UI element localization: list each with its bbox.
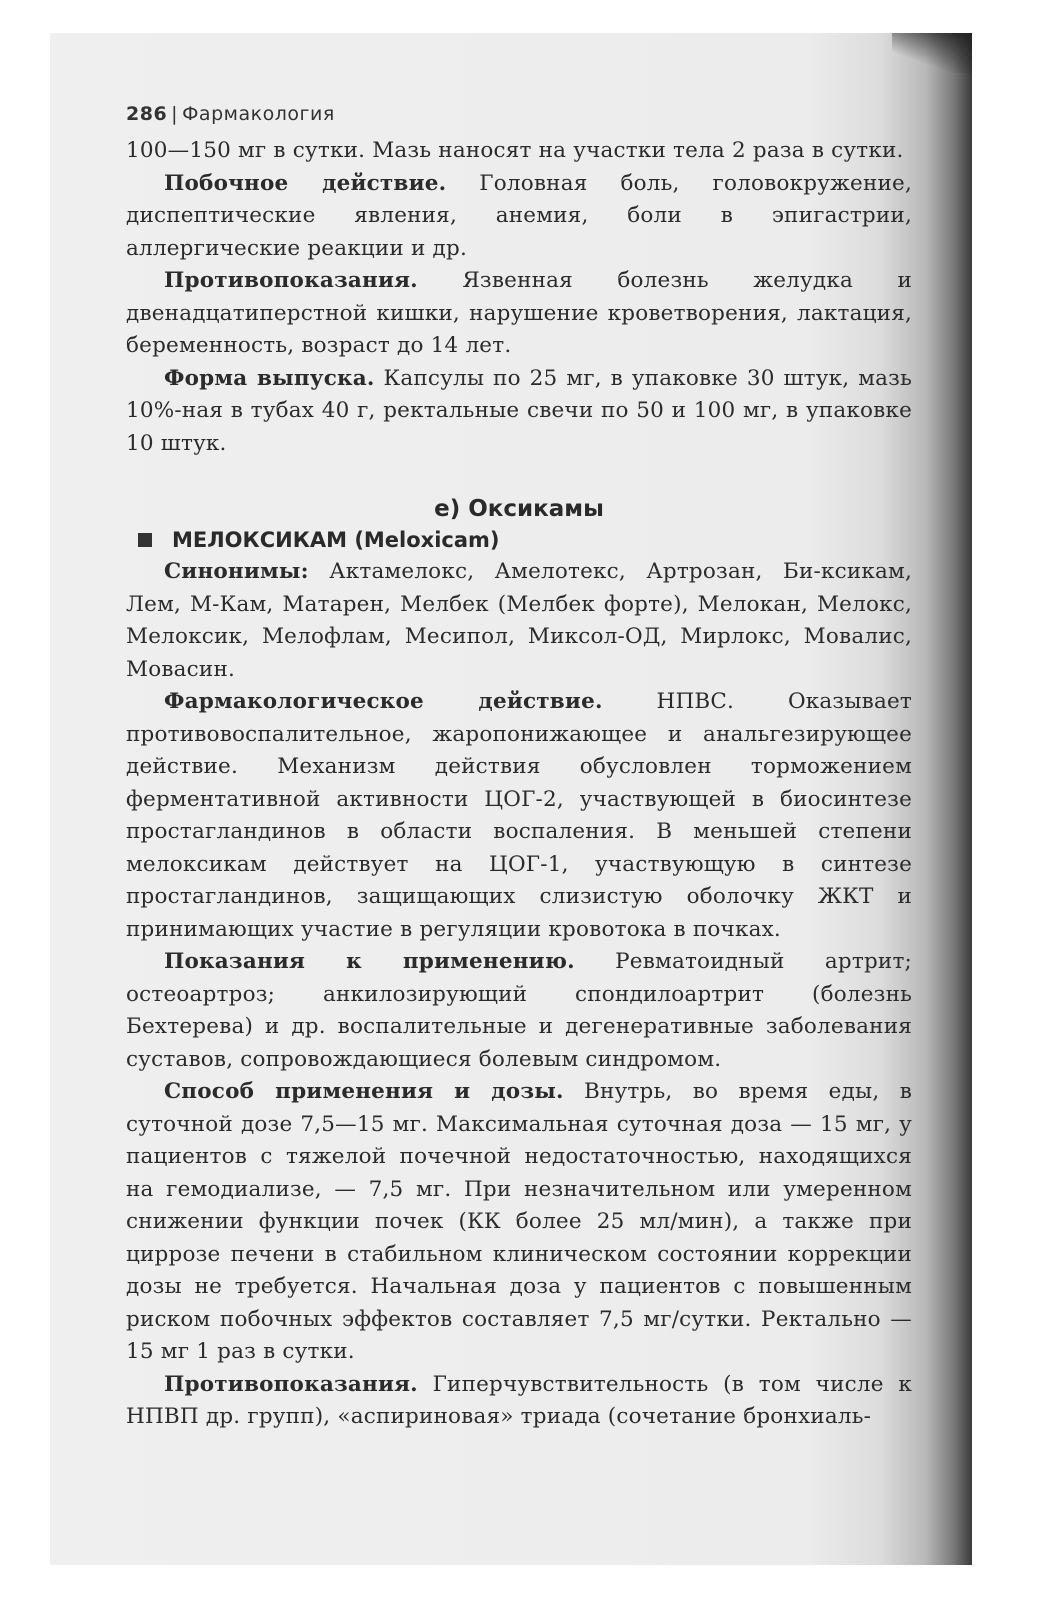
pharmacology-text: НПВС. Оказывает противовоспалительное, жаропонижающее и анальгезирующее действие. Механизм действия обусловлен торможением ферментативной активности ЦОГ-2, участвующей в биосинтезе простагландинов в области воспаления. В меньшей степени мелоксикам действует на ЦОГ-1, участвующую в синтезе простагландинов, защищающих слизистую оболочку ЖКТ и принимающих участие в регуляции кровотока в почках. xyxy=(126,689,912,942)
contraindications-text: Гиперчувствительность (в том числе к НПВП др. групп), «аспириновая» триада (сочетание бронхиаль- xyxy=(126,1371,912,1429)
contraindications-label: Противопоказания. xyxy=(164,1371,418,1397)
side-effects-paragraph xyxy=(126,168,912,266)
indications-paragraph xyxy=(126,946,912,1076)
continued-paragraph: 100—150 мг в сутки. Мазь наносят на участки тела 2 раза в сутки. xyxy=(126,138,904,163)
release-form-paragraph xyxy=(126,363,912,461)
page-content xyxy=(126,103,912,1434)
page-number: 286 xyxy=(126,103,168,125)
dosage-text: Внутрь, во время еды, в суточной дозе 7,5—15 мг. Максимальная суточная доза — 15 мг, у пациентов с тяжелой почечной недостаточностью, находящихся на гемодиализе, — 7,5 мг. При незначительном или умеренном снижении функции почек (КК более 25 мл/мин), а также при циррозе печени в стабильном клиническом состоянии коррекции дозы не требуется. Начальная доза у пациентов с повышенным риском побочных эффектов составляет 7,5 мг/сутки. Ректально — 15 мг 1 раз в сутки. xyxy=(126,1079,912,1364)
section-heading: е) Оксикамы xyxy=(434,496,604,522)
indications-text: Ревматоидный артрит; остеоартроз; анкилозирующий спондилоартрит (болезнь Бехтерева) и др. воспалительные и дегенеративные заболевания суставов, сопровождающиеся болевым синдромом. xyxy=(126,949,912,1072)
release-form-text: Капсулы по 25 мг, в упаковке 30 штук, мазь 10%-ная в тубах 40 г, ректальные свечи по 50 и 100 мг, в упаковке 10 штук. xyxy=(126,365,912,456)
side-effects-text: Головная боль, головокружение, диспептические явления, анемия, боли в эпигастрии, аллергические реакции и др. xyxy=(126,170,912,261)
synonyms-text: Актамелокс, Амелотекс, Артрозан, Би-ксикам, Лем, М-Кам, Матарен, Мелбек (Мелбек форте), Мелокан, Мелокс, Мелоксик, Мелофлам, Месипол, Миксол-ОД, Мирлокс, Мовалис, Мовасин. xyxy=(126,559,912,682)
contraindications-paragraph-prev xyxy=(126,265,912,363)
contraindications-paragraph xyxy=(126,1369,912,1434)
contraindications-text-prev: Язвенная болезнь желудка и двенадцатиперстной кишки, нарушение кроветворения, лактация, беременность, возраст до 14 лет. xyxy=(126,268,912,358)
release-form-label: Форма выпуска. xyxy=(164,365,375,391)
pharmacology-label: Фармакологическое действие. xyxy=(164,689,603,714)
running-head xyxy=(126,103,912,125)
pharmacology-paragraph xyxy=(126,686,912,946)
scanned-page xyxy=(50,33,972,1565)
side-effects-label: Побочное действие. xyxy=(164,170,447,196)
drug-heading xyxy=(138,528,912,552)
page-corner-shadow xyxy=(892,33,972,73)
book-title: Фармакология xyxy=(182,103,335,125)
header-separator: | xyxy=(171,103,179,125)
synonyms-paragraph xyxy=(126,556,912,686)
dosage-paragraph xyxy=(126,1076,912,1369)
synonyms-label: Синонимы: xyxy=(164,559,309,584)
contraindications-label-prev: Противопоказания. xyxy=(164,268,418,293)
bullet-square-icon xyxy=(138,533,152,547)
dosage-label: Способ применения и дозы. xyxy=(164,1079,564,1104)
indications-label: Показания к применению. xyxy=(164,949,575,974)
drug-name: МЕЛОКСИКАМ (Meloxicam) xyxy=(172,528,500,552)
